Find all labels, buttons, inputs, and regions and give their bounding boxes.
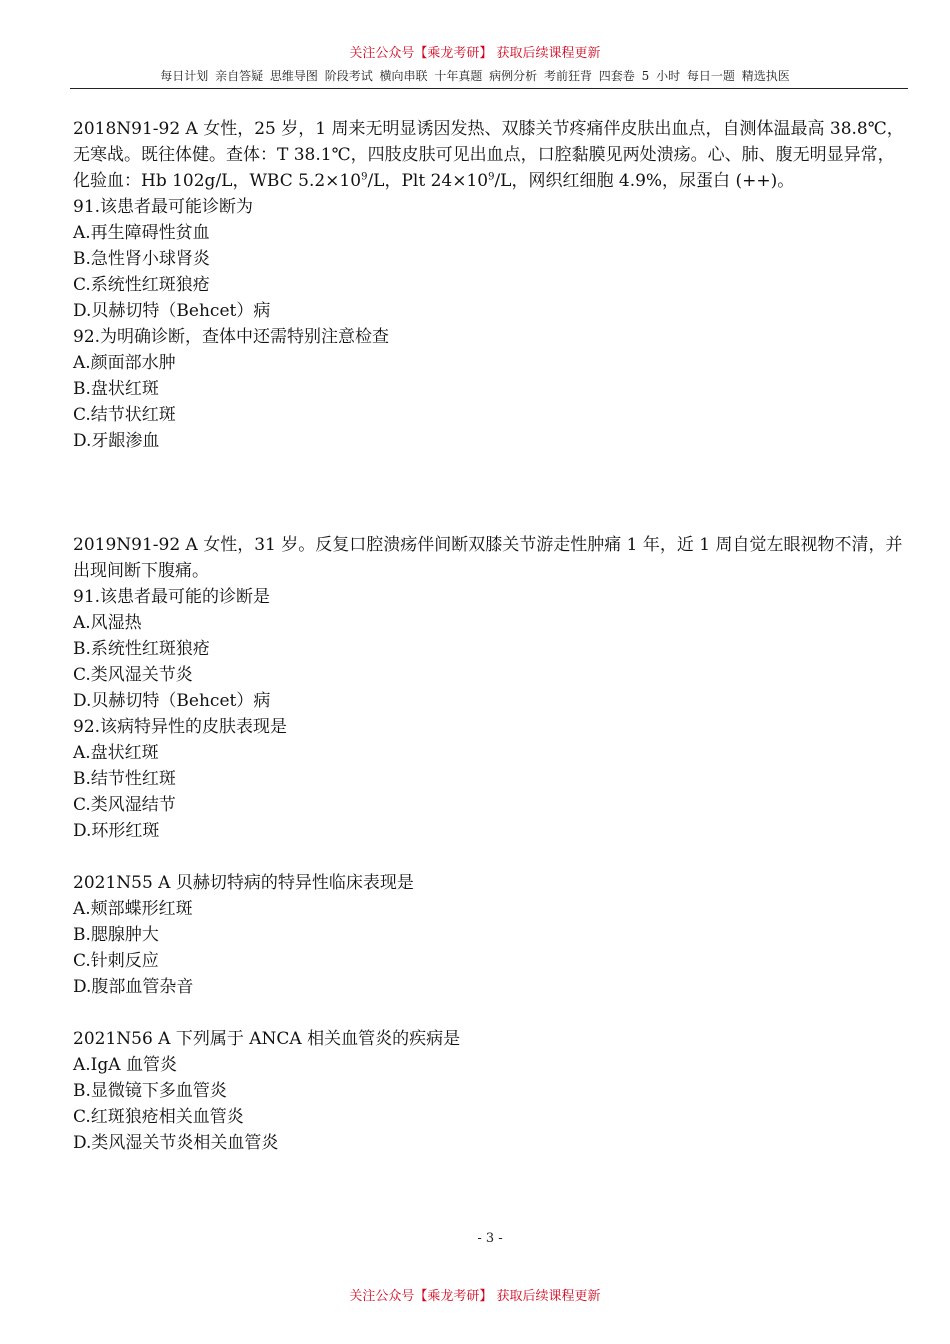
option-a: A.IgA 血管炎 <box>73 1055 177 1075</box>
question-2018-n91-92 <box>73 116 908 454</box>
stem-superscript-2: 9 <box>488 171 495 183</box>
option-d: D.类风湿关节炎相关血管炎 <box>73 1133 279 1153</box>
header-promo: 关注公众号【乘龙考研】 获取后续课程更新 <box>349 46 601 61</box>
option-d: D.贝赫切特（Behcet）病 <box>73 301 271 321</box>
option-d: D.牙龈渗血 <box>73 431 160 451</box>
spacer <box>73 844 908 870</box>
option-a: A.颜面部水肿 <box>73 353 176 373</box>
page-number: - 3 - <box>477 1231 503 1246</box>
option-b: B.显微镜下多血管炎 <box>73 1081 227 1101</box>
option-d: D.贝赫切特（Behcet）病 <box>73 691 271 711</box>
sub-question: 91.该患者最可能的诊断是 <box>73 587 271 607</box>
sub-question: 91.该患者最可能诊断为 <box>73 197 254 217</box>
question-stem: 2021N55 A 贝赫切特病的特异性临床表现是 <box>73 873 414 893</box>
option-c: C.类风湿关节炎 <box>73 665 193 685</box>
spacer <box>73 454 908 532</box>
question-stem <box>73 116 908 194</box>
option-b: B.结节性红斑 <box>73 769 176 789</box>
option-c: C.类风湿结节 <box>73 795 176 815</box>
option-a: A.盘状红斑 <box>73 743 159 763</box>
sub-question: 92.为明确诊断，查体中还需特别注意检查 <box>73 327 390 347</box>
question-2019-n91-92 <box>73 532 908 844</box>
option-b: B.腮腺肿大 <box>73 925 159 945</box>
option-c: C.结节状红斑 <box>73 405 176 425</box>
option-d: D.环形红斑 <box>73 821 160 841</box>
footer-promo: 关注公众号【乘龙考研】 获取后续课程更新 <box>349 1289 601 1304</box>
option-c: C.红斑狼疮相关血管炎 <box>73 1107 244 1127</box>
document-body <box>73 116 908 1156</box>
question-stem: 2019N91-92 A 女性，31 岁。反复口腔溃疡伴间断双膝关节游走性肿痛 1 年，近 1 周自觉左眼视物不清，并出现间断下腹痛。 <box>73 535 903 581</box>
header-divider <box>70 88 908 89</box>
sub-question: 92.该病特异性的皮肤表现是 <box>73 717 288 737</box>
header-tags: 每日计划 亲自答疑 思维导图 阶段考试 横向串联 十年真题 病例分析 考前狂背 四套卷 5 小时 每日一题 精选执医 <box>160 69 790 83</box>
option-b: B.盘状红斑 <box>73 379 159 399</box>
option-a: A.风湿热 <box>73 613 142 633</box>
stem-superscript-1: 9 <box>361 171 368 183</box>
option-b: B.系统性红斑狼疮 <box>73 639 210 659</box>
option-d: D.腹部血管杂音 <box>73 977 194 997</box>
question-2021-n56 <box>73 1026 908 1156</box>
question-2021-n55 <box>73 870 908 1000</box>
stem-text-a: 2018N91-92 A 女性，25 岁，1 周来无明显诱因发热、双膝关节疼痛伴皮肤出血点，自测体温最高 38.8℃，无寒战。既往体健。查体：T 38.1℃，四肢皮肤可见出血点，口腔黏膜见两处溃疡。心、肺、腹无明显异常，化验血：Hb 102g/L，WBC 5.2×10 <box>73 119 904 191</box>
option-c: C.针刺反应 <box>73 951 159 971</box>
option-a: A.颊部蝶形红斑 <box>73 899 193 919</box>
option-a: A.再生障碍性贫血 <box>73 223 210 243</box>
spacer <box>73 1000 908 1026</box>
stem-text-c: /L，网织红细胞 4.9%，尿蛋白 (++)。 <box>494 171 795 191</box>
option-b: B.急性肾小球肾炎 <box>73 249 210 269</box>
option-c: C.系统性红斑狼疮 <box>73 275 210 295</box>
question-stem: 2021N56 A 下列属于 ANCA 相关血管炎的疾病是 <box>73 1029 461 1049</box>
stem-text-b: /L，Plt 24×10 <box>367 171 489 191</box>
